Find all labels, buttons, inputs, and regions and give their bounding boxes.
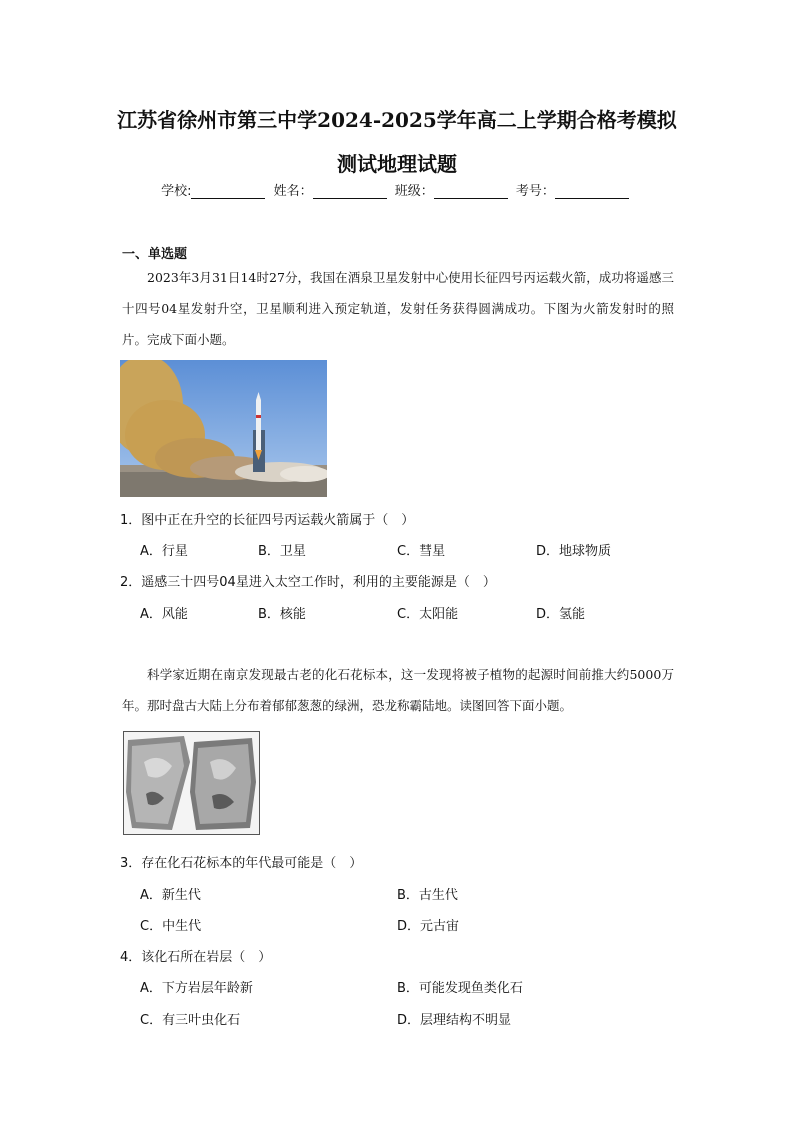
question-1-stem: 1．图中正在升空的长征四号丙运载火箭属于（ ） <box>120 513 415 528</box>
question-3-option-b[interactable]: B．古生代 <box>397 888 458 903</box>
exam-number-blank[interactable] <box>555 184 629 199</box>
question-4-option-b[interactable]: B．可能发现鱼类化石 <box>397 981 523 996</box>
school-label: 学校: <box>161 184 192 199</box>
question-1-option-c[interactable]: C．彗星 <box>397 544 446 559</box>
page-subtitle: 测试地理试题 <box>337 152 457 176</box>
school-blank[interactable] <box>191 184 265 199</box>
question-3-option-c[interactable]: C．中生代 <box>140 919 202 934</box>
page-title: 江苏省徐州市第三中学2024-2025学年高二上学期合格考模拟 <box>117 108 677 132</box>
class-blank[interactable] <box>434 184 508 199</box>
question-4-stem: 4．该化石所在岩层（ ） <box>120 950 272 965</box>
question-3-stem: 3．存在化石花标本的年代最可能是（ ） <box>120 856 363 871</box>
question-2-stem: 2．遥感三十四号04星进入太空工作时，利用的主要能源是（ ） <box>120 575 496 590</box>
question-4-option-c[interactable]: C．有三叶虫化石 <box>140 1013 241 1028</box>
fossil-flower-photo <box>123 731 260 835</box>
name-label: 姓名： <box>273 184 313 199</box>
question-1-option-d[interactable]: D．地球物质 <box>536 544 612 559</box>
question-1-option-b[interactable]: B．卫星 <box>258 544 306 559</box>
student-info-row <box>0 180 794 199</box>
question-4-option-d[interactable]: D．层理结构不明显 <box>397 1013 512 1028</box>
question-1-option-a[interactable]: A．行星 <box>140 544 188 559</box>
rocket-launch-photo <box>120 360 327 497</box>
name-blank[interactable] <box>313 184 387 199</box>
question-2-option-b[interactable]: B．核能 <box>258 607 306 622</box>
section-heading: 一、单选题 <box>122 247 188 262</box>
question-2-option-c[interactable]: C．太阳能 <box>397 607 459 622</box>
question-3-option-d[interactable]: D．元古宙 <box>397 919 460 934</box>
question-4-option-a[interactable]: A．下方岩层年龄新 <box>140 981 253 996</box>
passage-fossil-flower: 科学家近期在南京发现最古老的化石花标本，这一发现将被子植物的起源时间前推大约5000万年。那时盘古大陆上分布着郁郁葱葱的绿洲，恐龙称霸陆地。读图回答下面小题。 <box>122 667 674 713</box>
exam-number-label: 考号： <box>515 184 555 199</box>
question-3-option-a[interactable]: A．新生代 <box>140 888 201 903</box>
class-label: 班级： <box>394 184 434 199</box>
question-2-option-d[interactable]: D．氢能 <box>536 607 586 622</box>
passage-rocket-launch: 2023年3月31日14时27分，我国在酒泉卫星发射中心使用长征四号丙运载火箭，成功将遥感三十四号04星发射升空，卫星顺利进入预定轨道，发射任务获得圆满成功。下图为火箭发射时的照片。完成下面小题。 <box>122 270 674 347</box>
question-2-option-a[interactable]: A．风能 <box>140 607 188 622</box>
